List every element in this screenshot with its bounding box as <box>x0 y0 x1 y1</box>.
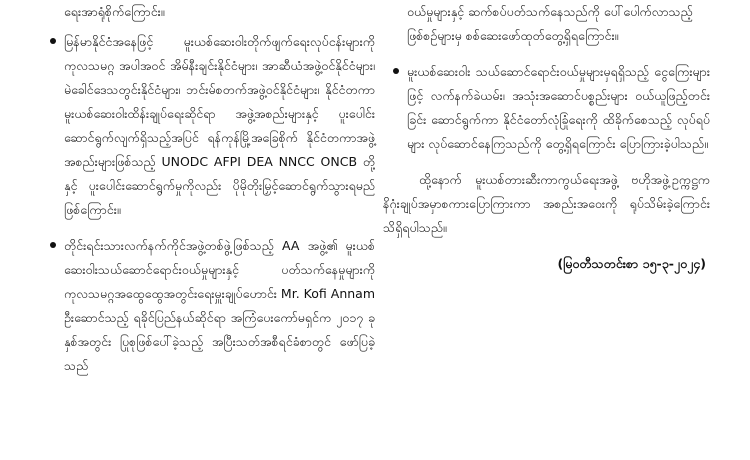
source-citation: (မြဝတီသတင်းစာ ၁၅-၃-၂၀၂၄) <box>557 256 706 271</box>
right-top-fragment: ဝယ်မှုများနှင့် ဆက်စပ်ပတ်သက်နေသည်ကို ပေါ်ပေါက်လာသည့် ဖြစ်စဉ်များမှ စစ်ဆေးဖော်ထုတ်တွေ့ရှိရကြောင်း။ <box>407 4 693 43</box>
bullet-icon <box>393 68 399 74</box>
list-item <box>40 30 375 222</box>
bullet-icon <box>50 242 56 248</box>
list-item-text: မူးယစ်ဆေးဝါး သယ်ဆောင်ရောင်းဝယ်မှုများမှရရှိသည့် ငွေကြေးများဖြင့် လက်နက်ခဲယမ်း၊ အသုံးအဆောင်ပစ္စည်းများ ဝယ်ယူဖြည့်တင်းခြင်း ဆောင်ရွက်ကာ နိုင်ငံတော်လုံခြုံရေးကို ထိခိုက်စေသည့် လုပ်ရပ်များ လုပ်ဆောင်နေကြသည်ကို တွေ့ရှိရကြောင်း ပြောကြားခဲ့ပါသည်။ <box>407 64 710 151</box>
left-top-fragment: ရေးအာရုံစိုက်ကြောင်း။ <box>64 4 165 19</box>
list-item-text: မြန်မာနိုင်ငံအနေဖြင့် မူးယစ်ဆေးဝါးတိုက်ဖျက်ရေးလုပ်ငန်းများကို ကုလသမဂ္ဂ အပါအဝင် အိမ်နီးချင်းနိုင်ငံများ၊ အာဆီယံအဖွဲ့ဝင်နိုင်ငံများ၊ မဲခေါင်ဒေသတွင်းနိုင်ငံများ၊ ဘင်းမ်စတက်အဖွဲ့ဝင်နိုင်ငံများ၊ နိုင်ငံတကာ မူးယစ်ဆေးဝါးထိန်းချုပ်ရေးဆိုင်ရာ အဖွဲ့အစည်းများနှင့် ပူးပေါင်းဆောင်ရွက်လျက်ရှိသည့်အပြင် ရန်ကုန်မြို့အခြေစိုက် နိုင်ငံတကာအဖွဲ့အစည်းများဖြစ်သည့် UNODC AFPI DEA NNCC ONCB တို့နှင့် ပူးပေါင်းဆောင်ရွက်မှုကိုလည်း ပိုမိုတိုးမြှင့်ဆောင်ရွက်သွားရမည်ဖြစ်ကြောင်း။ <box>64 34 375 217</box>
bullet-icon <box>50 38 56 44</box>
left-column <box>40 0 375 378</box>
right-column <box>383 0 710 276</box>
list-item-text: တိုင်းရင်းသားလက်နက်ကိုင်အဖွဲ့တစ်ဖွဲ့ဖြစ်သည့် AA အဖွဲ့၏ မူးယစ်ဆေးဝါးသယ်ဆောင်ရောင်းဝယ်မှုများနှင့် ပတ်သက်နေမှုများကို ကုလသမဂ္ဂအထွေထွေအတွင်းရေးမှူးချုပ်ဟောင်း Mr. Kofi Annam ဦးဆောင်သည့် ရခိုင်ပြည်နယ်ဆိုင်ရာ အကြံပေးကော်မရှင်က ၂၀၁၇ ခုနှစ်အတွင်း ပြုစုဖြစ်ပေါ်ခဲ့သည့် အပြီးသတ်အစီရင်ခံစာတွင် ဖော်ပြခဲ့သည် <box>64 238 375 373</box>
list-item <box>40 234 375 378</box>
closing-paragraph: ထို့နောက် မူးယစ်တားဆီးကာကွယ်ရေးအဖွဲ့ ဗဟိုအဖွဲ့ဥက္ကဋ္ဌက နိဂုံးချုပ်အမှာစကားပြောကြားကာ အစည်းအဝေးကို ရုပ်သိမ်းခဲ့ကြောင်း သိရှိရပါသည်။ <box>383 172 710 235</box>
list-item <box>383 60 710 156</box>
